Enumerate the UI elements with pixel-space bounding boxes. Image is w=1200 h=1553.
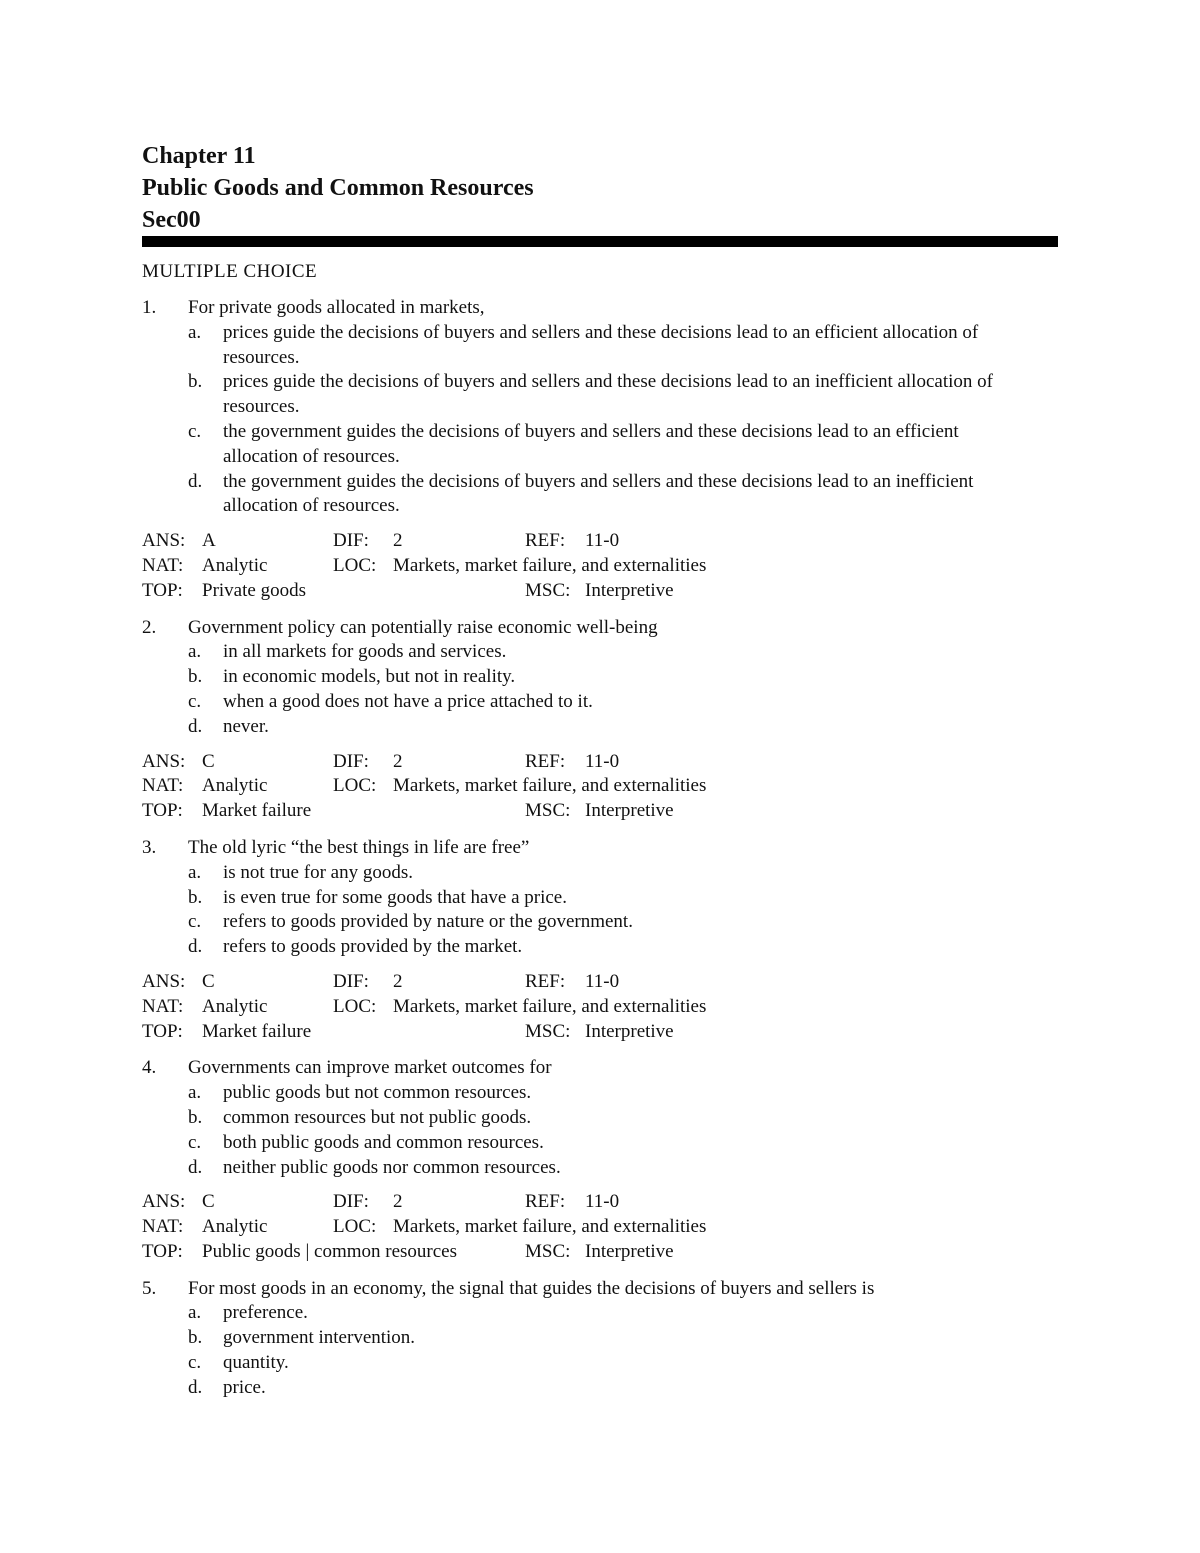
question-number: 2. (142, 616, 157, 638)
option-text: neither public goods nor common resources. (223, 1156, 561, 1178)
loc-label: LOC: (333, 775, 377, 797)
header-divider (142, 236, 1058, 247)
chapter-number: Chapter 11 (142, 143, 256, 169)
option-text: never. (223, 715, 269, 737)
option-letter: a. (188, 641, 202, 663)
option-a (142, 321, 1042, 371)
option-text: the government guides the decisions of buyers and sellers and these decisions lead to an inefficient allocation of resources. (223, 470, 974, 517)
question-text: The old lyric “the best things in life are free” (188, 836, 530, 858)
answer-metadata (142, 529, 1042, 603)
option-c (142, 690, 1042, 715)
msc-value: Interpretive (585, 579, 674, 601)
question-stem (142, 296, 1042, 321)
ref-label: REF: (525, 1191, 566, 1213)
option-b (142, 1326, 1042, 1351)
nat-label: NAT: (142, 775, 184, 797)
option-text: the government guides the decisions of buyers and sellers and these decisions lead to an efficient allocation of resources. (223, 420, 959, 467)
msc-value: Interpretive (585, 800, 674, 822)
option-text: refers to goods provided by the market. (223, 936, 523, 958)
option-letter: d. (188, 1156, 203, 1178)
option-letter: c. (188, 1352, 202, 1374)
option-text: government intervention. (223, 1327, 416, 1349)
question-text: Governments can improve market outcomes for (188, 1057, 552, 1079)
nat-value: Analytic (202, 995, 268, 1017)
option-text: in economic models, but not in reality. (223, 666, 516, 688)
question-stem (142, 836, 1042, 861)
option-letter: a. (188, 321, 202, 343)
question-1 (142, 296, 1042, 604)
ref-value: 11-0 (585, 750, 620, 772)
question-3 (142, 836, 1042, 1044)
question-4 (142, 1056, 1042, 1264)
ans-label: ANS: (142, 750, 186, 772)
option-letter: c. (188, 911, 202, 933)
top-label: TOP: (142, 1240, 183, 1262)
msc-label: MSC: (525, 1240, 571, 1262)
nat-value: Analytic (202, 554, 268, 576)
option-text: prices guide the decisions of buyers and sellers and these decisions lead to an efficient allocation of resources. (223, 321, 979, 368)
dif-value: 2 (393, 1191, 403, 1213)
ans-value: C (202, 750, 215, 772)
option-c (142, 1351, 1042, 1376)
option-d (142, 1156, 1042, 1181)
option-a (142, 640, 1042, 665)
dif-label: DIF: (333, 530, 369, 552)
ref-label: REF: (525, 750, 566, 772)
option-letter: d. (188, 936, 203, 958)
option-letter: b. (188, 1106, 203, 1128)
question-list (142, 296, 1042, 1401)
dif-label: DIF: (333, 750, 369, 772)
ref-label: REF: (525, 530, 566, 552)
msc-label: MSC: (525, 800, 571, 822)
dif-label: DIF: (333, 1191, 369, 1213)
loc-label: LOC: (333, 554, 377, 576)
option-b (142, 886, 1042, 911)
option-letter: a. (188, 1302, 202, 1324)
top-label: TOP: (142, 800, 183, 822)
dif-value: 2 (393, 970, 403, 992)
nat-label: NAT: (142, 1216, 184, 1238)
option-c (142, 1131, 1042, 1156)
option-b (142, 665, 1042, 690)
option-letter: a. (188, 1082, 202, 1104)
answer-metadata (142, 750, 1042, 824)
loc-value: Markets, market failure, and externalities (393, 775, 707, 797)
ans-value: A (202, 530, 216, 552)
ref-value: 11-0 (585, 970, 620, 992)
option-text: preference. (223, 1302, 308, 1324)
nat-value: Analytic (202, 1216, 268, 1238)
option-letter: c. (188, 420, 202, 442)
option-d (142, 1376, 1042, 1401)
dif-value: 2 (393, 750, 403, 772)
option-d (142, 715, 1042, 740)
answer-metadata (142, 1190, 1042, 1264)
option-letter: b. (188, 371, 203, 393)
option-a (142, 861, 1042, 886)
ref-label: REF: (525, 970, 566, 992)
option-b (142, 370, 1042, 420)
dif-label: DIF: (333, 970, 369, 992)
option-letter: d. (188, 470, 203, 492)
option-text: common resources but not public goods. (223, 1106, 532, 1128)
option-c (142, 420, 1042, 470)
top-value: Market failure (202, 1020, 312, 1042)
loc-value: Markets, market failure, and externalities (393, 554, 707, 576)
top-value: Private goods (202, 579, 306, 601)
loc-label: LOC: (333, 1216, 377, 1238)
option-letter: c. (188, 1131, 202, 1153)
question-number: 1. (142, 297, 157, 318)
msc-value: Interpretive (585, 1240, 674, 1262)
ref-value: 11-0 (585, 1191, 620, 1213)
chapter-title: Public Goods and Common Resources (142, 175, 534, 201)
ans-value: C (202, 970, 215, 992)
option-text: prices guide the decisions of buyers and sellers and these decisions lead to an inefficient allocation of resources. (223, 371, 993, 418)
msc-value: Interpretive (585, 1020, 674, 1042)
loc-label: LOC: (333, 995, 377, 1017)
ans-value: C (202, 1191, 215, 1213)
top-label: TOP: (142, 1020, 183, 1042)
option-letter: d. (188, 1376, 203, 1398)
option-letter: d. (188, 715, 203, 737)
question-stem (142, 1056, 1042, 1081)
loc-value: Markets, market failure, and externalities (393, 995, 707, 1017)
option-letter: b. (188, 886, 203, 908)
dif-value: 2 (393, 530, 403, 552)
section-title: MULTIPLE CHOICE (142, 261, 318, 282)
answer-metadata (142, 970, 1042, 1044)
option-d (142, 470, 1042, 520)
section-code: Sec00 (142, 207, 201, 233)
option-letter: b. (188, 1327, 203, 1349)
option-text: quantity. (223, 1352, 289, 1374)
question-stem (142, 616, 1042, 641)
question-5 (142, 1277, 1042, 1401)
option-a (142, 1081, 1042, 1106)
option-text: both public goods and common resources. (223, 1131, 544, 1153)
question-2 (142, 616, 1042, 824)
option-text: is even true for some goods that have a price. (223, 886, 567, 908)
option-letter: b. (188, 666, 203, 688)
question-text: Government policy can potentially raise economic well-being (188, 616, 658, 638)
ref-value: 11-0 (585, 530, 620, 552)
option-a (142, 1301, 1042, 1326)
option-b (142, 1106, 1042, 1131)
msc-label: MSC: (525, 1020, 571, 1042)
ans-label: ANS: (142, 970, 186, 992)
option-text: is not true for any goods. (223, 861, 413, 883)
option-text: refers to goods provided by nature or the government. (223, 911, 633, 933)
nat-label: NAT: (142, 995, 184, 1017)
chapter-header (142, 140, 1062, 236)
loc-value: Markets, market failure, and externalities (393, 1216, 707, 1238)
ans-label: ANS: (142, 530, 186, 552)
option-d (142, 935, 1042, 960)
option-letter: a. (188, 861, 202, 883)
question-number: 5. (142, 1277, 157, 1299)
nat-value: Analytic (202, 775, 268, 797)
option-text: price. (223, 1376, 266, 1398)
question-text: For private goods allocated in markets, (188, 297, 485, 318)
ans-label: ANS: (142, 1191, 186, 1213)
option-text: when a good does not have a price attached to it. (223, 690, 593, 712)
option-c (142, 910, 1042, 935)
option-text: public goods but not common resources. (223, 1082, 532, 1104)
option-letter: c. (188, 690, 202, 712)
option-text: in all markets for goods and services. (223, 641, 507, 663)
top-value: Public goods | common resources (202, 1240, 457, 1262)
top-value: Market failure (202, 800, 312, 822)
msc-label: MSC: (525, 579, 571, 601)
question-number: 4. (142, 1057, 157, 1079)
nat-label: NAT: (142, 554, 184, 576)
question-stem (142, 1277, 1042, 1302)
question-text: For most goods in an economy, the signal that guides the decisions of buyers and sellers is (188, 1277, 875, 1299)
question-number: 3. (142, 836, 157, 858)
top-label: TOP: (142, 579, 183, 601)
